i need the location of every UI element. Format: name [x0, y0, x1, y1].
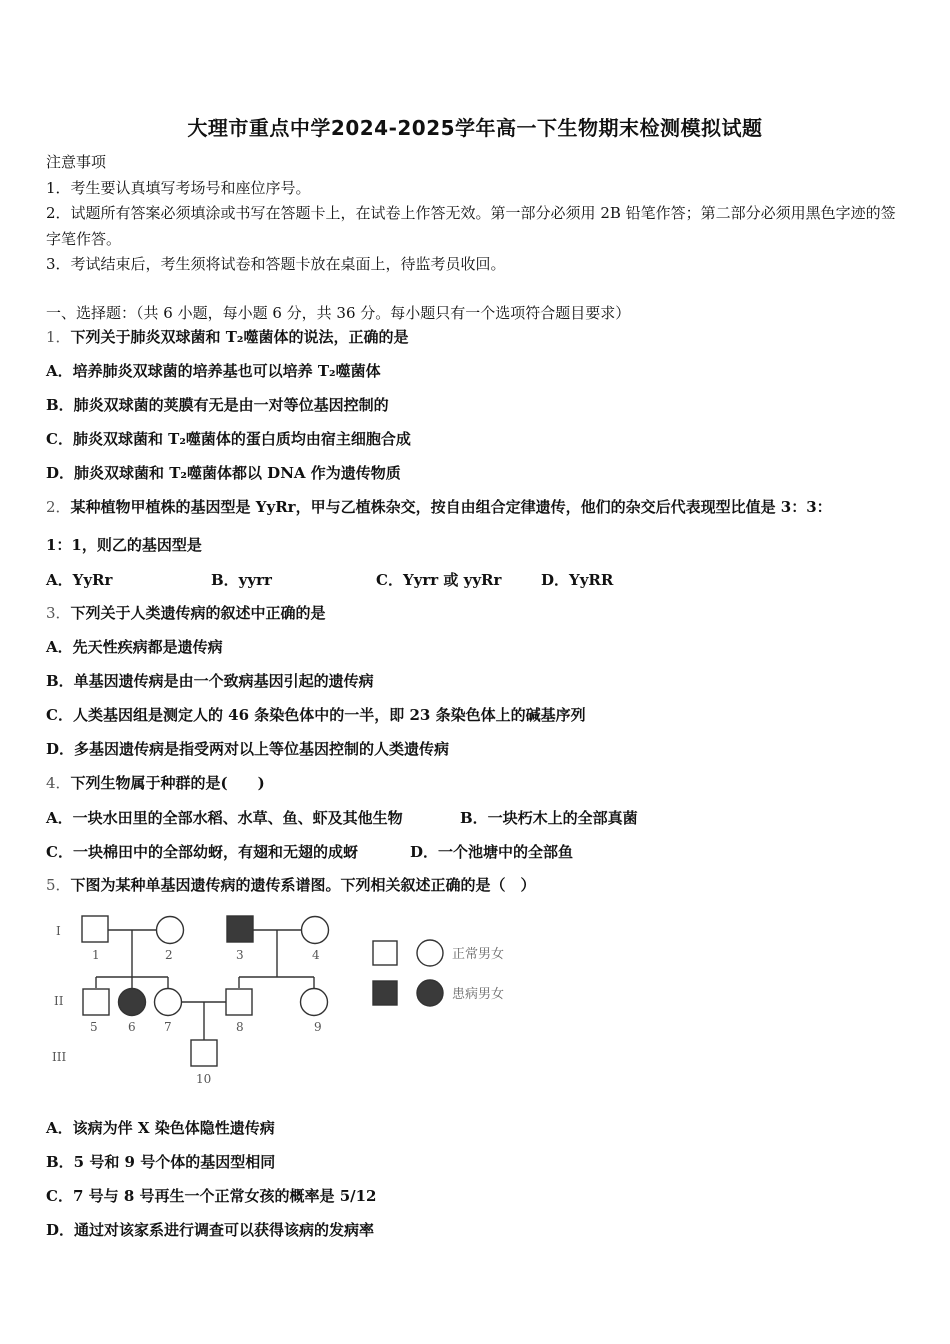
generation-label-3: III — [52, 1050, 67, 1064]
q5-option-d: D．通过对该家系进行调查可以获得该病的发病率 — [46, 1221, 375, 1239]
question-3 — [46, 603, 326, 623]
pedigree-individual-7 — [155, 989, 182, 1016]
pedigree-individual-5 — [83, 989, 109, 1015]
individual-number-10: 10 — [196, 1072, 212, 1086]
question-2-stem-cont: 1：1，则乙的基因型是 — [46, 536, 202, 554]
question-5 — [46, 875, 536, 895]
question-stem: 下列关于肺炎双球菌和 T₂噬菌体的说法，正确的是 — [70, 328, 409, 346]
individual-number-7: 7 — [164, 1020, 172, 1034]
individual-number-6: 6 — [128, 1020, 136, 1034]
question-1 — [46, 327, 409, 347]
section-heading: 一、选择题：（共 6 小题，每小题 6 分，共 36 分。每小题只有一个选项符合题目要求） — [46, 304, 631, 322]
pedigree-individual-6 — [119, 989, 146, 1016]
question-2 — [46, 497, 832, 517]
q5-option-c: C．7 号与 8 号再生一个正常女孩的概率是 5/12 — [46, 1187, 377, 1205]
pedigree-individual-1 — [82, 916, 108, 942]
legend-normal-female — [417, 940, 443, 966]
q2-option-d: D．YyRR — [541, 571, 614, 589]
pedigree-individual-8 — [226, 989, 252, 1015]
individual-number-2: 2 — [165, 948, 173, 962]
question-number: 3． — [46, 604, 71, 622]
individual-number-4: 4 — [312, 948, 320, 962]
notice-item-1: 1．考生要认真填写考场号和座位序号。 — [46, 179, 311, 197]
legend-affected-label: 患病男女 — [452, 987, 505, 1002]
individual-number-9: 9 — [314, 1020, 322, 1034]
pedigree-individual-10 — [191, 1040, 217, 1066]
question-number: 4． — [46, 774, 71, 792]
question-number: 5． — [46, 876, 71, 894]
legend-normal-label: 正常男女 — [452, 947, 505, 962]
q1-option-a: A．培养肺炎双球菌的培养基也可以培养 T₂噬菌体 — [46, 362, 381, 380]
q2-option-c: C．Yyrr 或 yyRr — [376, 571, 502, 589]
q3-option-c: C．人类基因组是测定人的 46 条染色体中的一半，即 23 条染色体上的碱基序列 — [46, 706, 586, 724]
pedigree-individual-4 — [302, 917, 329, 944]
legend-normal-male — [373, 941, 397, 965]
individual-number-8: 8 — [236, 1020, 244, 1034]
question-number: 1． — [46, 328, 71, 346]
q2-option-b: B．yyrr — [211, 571, 272, 589]
legend-affected-male — [373, 981, 397, 1005]
question-stem: 下列生物属于种群的是( ) — [70, 774, 265, 792]
generation-label-2: II — [54, 994, 64, 1008]
generation-label-1: I — [56, 924, 61, 938]
q1-option-d: D．肺炎双球菌和 T₂噬菌体都以 DNA 作为遗传物质 — [46, 464, 401, 482]
pedigree-individual-2 — [157, 917, 184, 944]
q1-option-c: C．肺炎双球菌和 T₂噬菌体的蛋白质均由宿主细胞合成 — [46, 430, 411, 448]
q5-option-a: A．该病为伴 X 染色体隐性遗传病 — [46, 1119, 275, 1137]
individual-number-3: 3 — [236, 948, 244, 962]
notice-heading: 注意事项 — [46, 153, 107, 171]
question-4 — [46, 773, 265, 793]
individual-number-5: 5 — [90, 1020, 98, 1034]
question-stem: 下列关于人类遗传病的叙述中正确的是 — [70, 604, 326, 622]
q3-option-a: A．先天性疾病都是遗传病 — [46, 638, 223, 656]
q4-option-d: D．一个池塘中的全部鱼 — [410, 843, 574, 861]
exam-title: 大理市重点中学2024-2025学年高一下生物期末检测模拟试题 — [187, 116, 763, 140]
question-stem: 下图为某种单基因遗传病的遗传系谱图。下列相关叙述正确的是（ ） — [70, 876, 536, 894]
legend-affected-female — [417, 980, 443, 1006]
q1-option-b: B．肺炎双球菌的荚膜有无是由一对等位基因控制的 — [46, 396, 389, 414]
q4-option-c: C．一块棉田中的全部幼蚜，有翅和无翅的成蚜 — [46, 843, 358, 861]
pedigree-individual-3 — [227, 916, 253, 942]
pedigree-individual-9 — [301, 989, 328, 1016]
q2-option-a: A．YyRr — [46, 571, 113, 589]
question-stem: 某种植物甲植株的基因型是 YyRr，甲与乙植株杂交，按自由组合定律遗传，他们的杂交后代表现型比值是 3：3： — [70, 498, 832, 516]
q3-option-d: D．多基因遗传病是指受两对以上等位基因控制的人类遗传病 — [46, 740, 450, 758]
q4-option-b: B．一块朽木上的全部真菌 — [460, 809, 638, 827]
notice-item-2: 2．试题所有答案必须填涂或书写在答题卡上，在试卷上作答无效。第一部分必须用 2B 铅笔作答；第二部分必须用黑色字迹的签字笔作答。 — [46, 204, 896, 248]
pedigree-diagram — [44, 905, 564, 1095]
q4-option-a: A．一块水田里的全部水稻、水草、鱼、虾及其他生物 — [46, 809, 403, 827]
q5-option-b: B．5 号和 9 号个体的基因型相同 — [46, 1153, 276, 1171]
q3-option-b: B．单基因遗传病是由一个致病基因引起的遗传病 — [46, 672, 374, 690]
individual-number-1: 1 — [92, 948, 100, 962]
question-number: 2． — [46, 498, 71, 516]
notice-item-3: 3．考试结束后，考生须将试卷和答题卡放在桌面上，待监考员收回。 — [46, 255, 506, 273]
